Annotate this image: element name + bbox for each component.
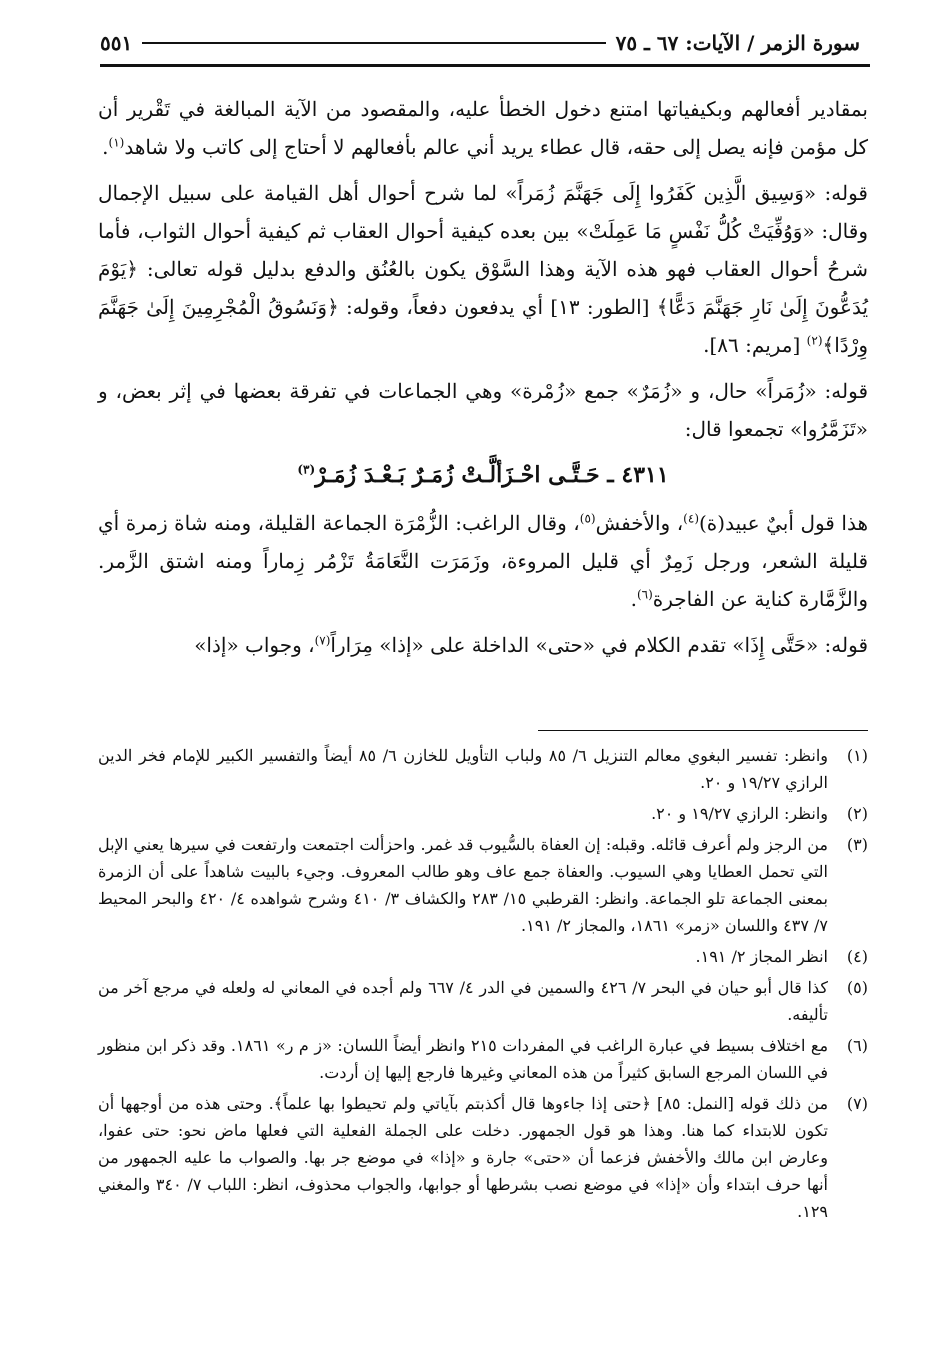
footnote-ref-6: (٦): [636, 587, 653, 602]
paragraph-1-end: .: [102, 135, 109, 159]
surah-title: سورة الزمر / الآيات: ٦٧ ـ ٧٥: [615, 31, 860, 55]
paragraph-4-text-b: ، والأخفش: [595, 511, 684, 535]
footnote-ref-5: (٥): [579, 511, 596, 526]
paragraph-5: [98, 626, 868, 664]
page-header: [100, 26, 860, 60]
footnote-number: (٦): [846, 1036, 868, 1055]
footnote-number: (٧): [846, 1094, 868, 1113]
paragraph-3: [98, 372, 868, 448]
footnote-4: [98, 943, 868, 970]
verse-text: ٤٣١١ ـ حَـتَّـى احْـزَألَّـتْ زُمَـرٌ بَـعْـدَ زُمَـرْ: [315, 462, 669, 488]
footnote-text: من الرجز ولم أعرف قائله. وقبله: إن العفاة بالسُّيوب قد غمر. واحزألت اجتمعت وارتفعت في سيرها يعني الإبل التي تحمل العطايا وهي السيوب. والعفاة جمع عاف وهو طالب المعروف. وجيء بالبيت شاهداً على أن الزمرة بمعنى الجماعة تلو الجماعة. وانظر: القرطبي ١٥/ ٢٨٣ والكشاف ٣/ ٤١٠ وشرح شواهده ٤/ ٤٢٠ والبحر المحيط ٧/ ٤٣٧ واللسان «زمر» ١٨٦١، والمجاز ٢/ ١٩١.: [98, 835, 829, 935]
footnote-ref-4: (٤): [683, 511, 699, 526]
page-number: ٥٥١: [100, 31, 133, 55]
footnote-text: كذا قال أبو حيان في البحر ٧/ ٤٢٦ والسمين في الدر ٤/ ٦٦٧ ولم أجده في المعاني له ولعله في مرجع آخر من تأليفه.: [98, 978, 829, 1024]
footnote-2: [98, 800, 868, 827]
footnote-number: (٣): [846, 835, 868, 854]
paragraph-2-end: [مريم: ٨٦].: [703, 333, 807, 357]
footnotes: [98, 742, 868, 1229]
paragraph-5-text-a: قوله: «حَتَّى إِذَا» تقدم الكلام في «حتى» الداخلة على «إذا» مِرَاراً: [330, 633, 868, 657]
header-line: [142, 42, 605, 44]
footnote-ref-7: (٧): [314, 633, 331, 648]
footnote-text: وانظر: الرازي ١٩/٢٧ و ٢٠.: [651, 804, 828, 823]
paragraph-4-text-a: هذا قول أبيٌ عبيد(ة): [699, 511, 869, 535]
poetry-verse: [98, 456, 868, 494]
footnote-number: (٥): [846, 978, 868, 997]
paragraph-3-text: قوله: «زُمَراً» حال، و «زُمَرٌ» جمع «زُمْرة» وهي الجماعات في تفرقة بعضها في إثر بعض، و «تَزَمَّرُوا» تجمعوا قال:: [98, 379, 868, 441]
footnote-1: [98, 742, 868, 796]
header-rule: [100, 64, 870, 67]
footnote-ref-1: (١): [108, 135, 125, 150]
footnote-7: [98, 1090, 868, 1225]
paragraph-4: [98, 504, 868, 618]
footnote-text: مع اختلاف بسيط في عبارة الراغب في المفردات ٢١٥ وانظر أيضاً اللسان: «ز م ر» ١٨٦١. وقد ذكر ابن منظور في اللسان المرجع السابق كثيراً من هذه المعاني وغيرها فارجع إليها إن أردت.: [98, 1036, 829, 1082]
footnote-ref-2: (٢): [806, 333, 823, 348]
footnote-number: (٢): [846, 804, 868, 823]
footnote-text: وانظر: تفسير البغوي معالم التنزيل ٦/ ٨٥ ولباب التأويل للخازن ٦/ ٨٥ أيضاً والتفسير الكبير للإمام فخر الدين الرازي ١٩/٢٧ و ٢٠.: [98, 746, 828, 792]
footnote-ref-3: (٣): [297, 462, 316, 477]
footnote-text: انظر المجاز ٢/ ١٩١.: [695, 947, 828, 966]
footnote-number: (٤): [846, 947, 868, 966]
paragraph-2: [98, 174, 868, 364]
footnote-text: من ذلك قوله [النمل: ٨٥] ﴿حتى إذا جاءوها قال أكذبتم بآياتي ولم تحيطوا بها علماً﴾. وحتى هذه من أوجهها أن تكون للابتداء كما هنا. وهذا هو قول الجمهور. دخلت على الجملة الفعلية التي فعلها ماض نحو: حتى عفوا، وعارض ابن مالك والأخفش فزعما أن «حتى» جارة و «إذا» في موضع جر بها. والصواب ما عليه الجمهور من أنها حرف ابتداء وأن «إذا» في موضع نصب بشرطها أو جوابها، والجواب محذوف، انظر: اللباب ٧/ ٣٤٠ والمغني ١٢٩.: [98, 1094, 829, 1221]
footnote-6: [98, 1032, 868, 1086]
footnote-separator: [538, 730, 868, 731]
paragraph-5-text-b: ، وجواب «إذا»: [194, 633, 315, 657]
paragraph-2-text: قوله: «وَسِيق الَّذِين كَفَرُوا إِلَى جَهَنَّمَ زُمَراً» لما شرح أحوال أهل القيامة على سبيل الإجمال وقال: «وَوُفِّيَتْ كُلُّ نَفْسٍ مَا عَمِلَتْ» بين بعده كيفية أحوال العقاب ثم كيفية أحوال الثواب، فأما شرحُ أحوال العقاب فهو هذه الآية وهذا السَّوْق يكون بالعُنُق والدفع بدليل قوله تعالى: ﴿يَوْمَ يُدَعُّونَ إِلَىٰ نَارِ جَهَنَّمَ دَعًّا﴾ [الطور: ١٣] أي يدفعون دفعاً، وقوله: ﴿وَنَسُوقُ الْمُجْرِمِينَ إِلَىٰ جَهَنَّمَ وِرْدًا﴾: [98, 181, 869, 357]
paragraph-1-text: بمقادير أفعالهم وبكيفياتها امتنع دخول الخطأ عليه، والمقصود من الآية المبالغة في تَقْرير أن كل مؤمن فإنه يصل إلى حقه، قال عطاء يريد أني عالم بأفعالهم لا أحتاج إلى كاتب ولا شاهد: [98, 97, 868, 159]
paragraph-4-text-c: ، وقال الراغب: الزُّمْرَة الجماعة القليلة، ومنه شاة زمرة أي قليلة الشعر، ورجل زَمِرٌ أي قليل المروءة، وزَمَرَت النَّعَامَةُ تَزْمُر زِماراً ومنه اشتق الزَّمر. والزَّمَّارة كناية عن الفاجرة: [98, 511, 868, 611]
paragraph-1: [98, 90, 868, 166]
footnote-number: (١): [846, 746, 868, 765]
footnote-3: [98, 831, 868, 939]
main-text: [98, 90, 868, 672]
paragraph-4-end: .: [630, 587, 637, 611]
footnote-5: [98, 974, 868, 1028]
